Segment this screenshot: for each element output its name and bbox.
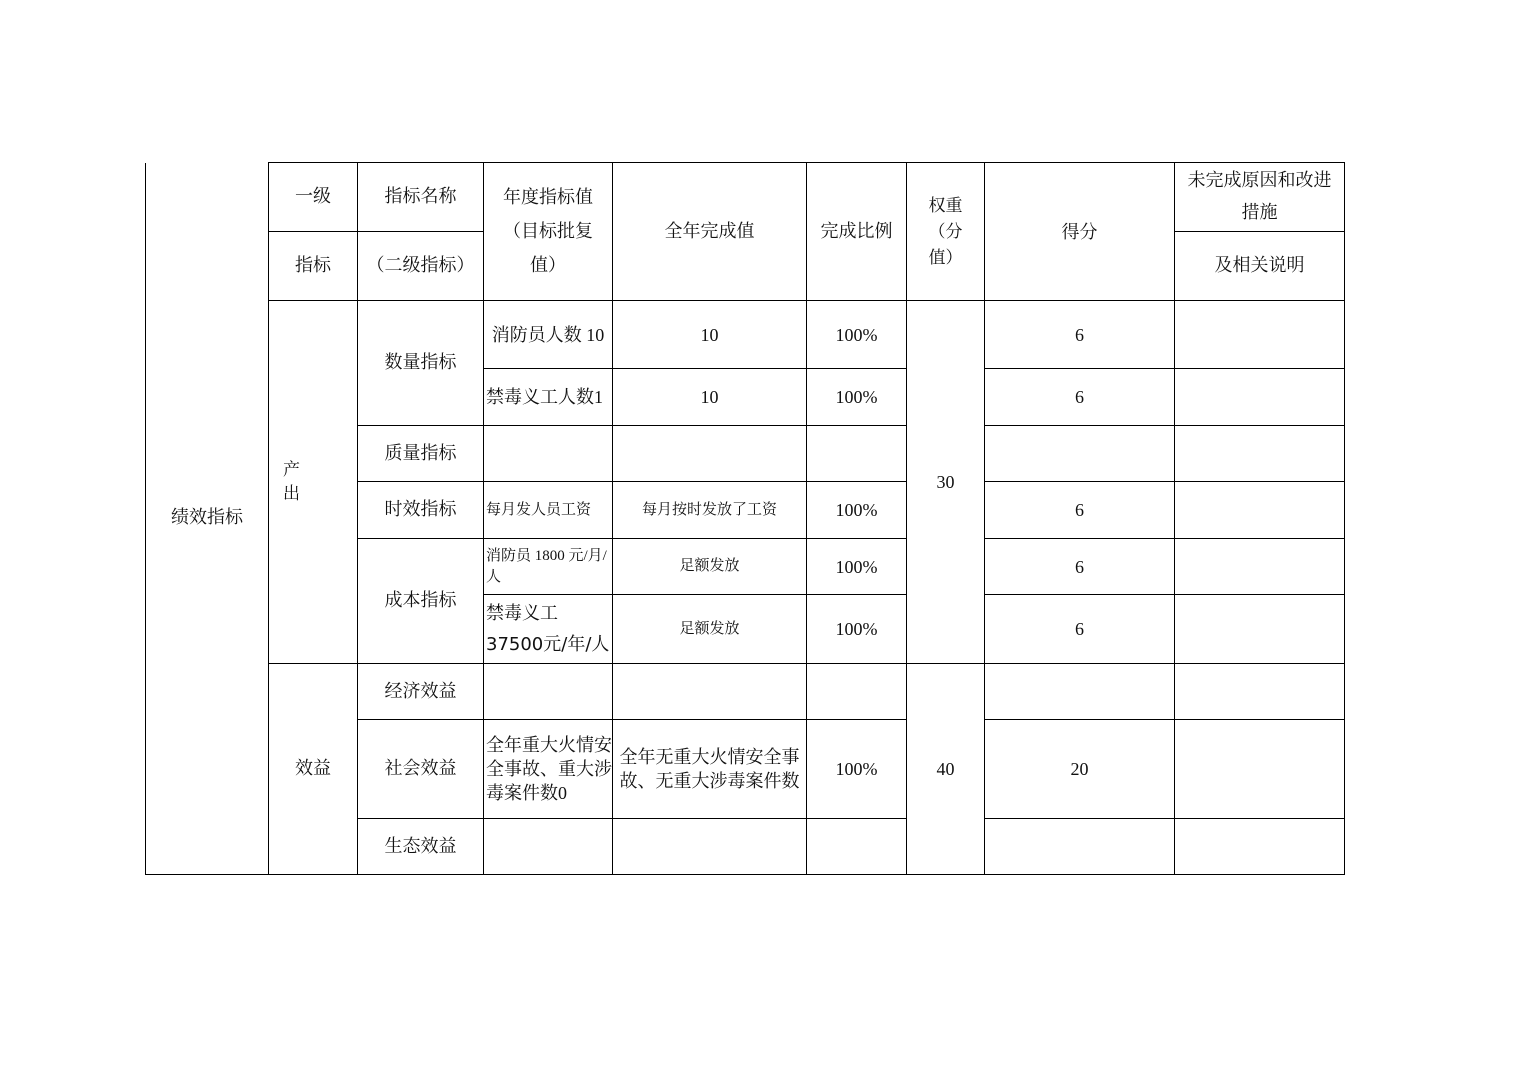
target-value: 禁毒义工37500元/年/人 [484,595,613,664]
target-value: 禁毒义工人数1 [484,369,613,426]
header-reason-top: 未完成原因和改进措施 [1175,163,1345,232]
reason-cell [1175,819,1345,875]
reason-cell [1175,595,1345,664]
group-benefit: 效益 [269,664,358,875]
reason-cell [1175,426,1345,482]
sub-indicator-cost: 成本指标 [358,539,484,664]
reason-cell [1175,539,1345,595]
score-value: 6 [985,595,1175,664]
score-value [985,664,1175,720]
header-target: 年度指标值（目标批复值） [484,163,613,301]
target-value: 消防员人数 10 [484,301,613,369]
actual-value [613,426,807,482]
score-value: 20 [985,720,1175,819]
target-value [484,664,613,720]
score-value [985,819,1175,875]
header-name-top: 指标名称 [358,163,484,232]
ratio-value [807,819,907,875]
header-reason-bottom: 及相关说明 [1175,232,1345,301]
sub-indicator-quantity: 数量指标 [358,301,484,426]
header-score: 得分 [985,163,1175,301]
target-value [484,426,613,482]
ratio-value: 100% [807,720,907,819]
target-value [484,819,613,875]
header-ratio: 完成比例 [807,163,907,301]
sub-indicator-ecological: 生态效益 [358,819,484,875]
actual-value: 足额发放 [613,595,807,664]
reason-cell [1175,664,1345,720]
actual-value: 全年无重大火情安全事故、无重大涉毒案件数 [613,720,807,819]
weight-output: 30 [907,301,985,664]
sub-indicator-social: 社会效益 [358,720,484,819]
score-value: 6 [985,369,1175,426]
reason-cell [1175,482,1345,539]
target-value: 消防员 1800 元/月/人 [484,539,613,595]
weight-benefit: 40 [907,664,985,875]
performance-indicator-table [145,162,1345,875]
header-weight: 权重（分值） [907,163,985,301]
actual-value [613,664,807,720]
header-name-bottom: （二级指标） [358,232,484,301]
actual-value: 足额发放 [613,539,807,595]
actual-value: 10 [613,369,807,426]
ratio-value: 100% [807,301,907,369]
score-value: 6 [985,482,1175,539]
ratio-value: 100% [807,369,907,426]
reason-cell [1175,720,1345,819]
header-level1-bottom: 指标 [269,232,358,301]
section-label: 绩效指标 [146,163,269,875]
score-value: 6 [985,539,1175,595]
target-value: 全年重大火情安全事故、重大涉毒案件数0 [484,720,613,819]
header-level1-top: 一级 [269,163,358,232]
score-value [985,426,1175,482]
header-actual: 全年完成值 [613,163,807,301]
actual-value: 每月按时发放了工资 [613,482,807,539]
sub-indicator-economic: 经济效益 [358,664,484,720]
sub-indicator-timeliness: 时效指标 [358,482,484,539]
actual-value: 10 [613,301,807,369]
ratio-value [807,664,907,720]
ratio-value: 100% [807,539,907,595]
ratio-value: 100% [807,595,907,664]
score-value: 6 [985,301,1175,369]
target-value: 每月发人员工资 [484,482,613,539]
ratio-value: 100% [807,482,907,539]
ratio-value [807,426,907,482]
reason-cell [1175,369,1345,426]
sub-indicator-quality: 质量指标 [358,426,484,482]
reason-cell [1175,301,1345,369]
group-output: 产 出 [269,301,358,664]
actual-value [613,819,807,875]
